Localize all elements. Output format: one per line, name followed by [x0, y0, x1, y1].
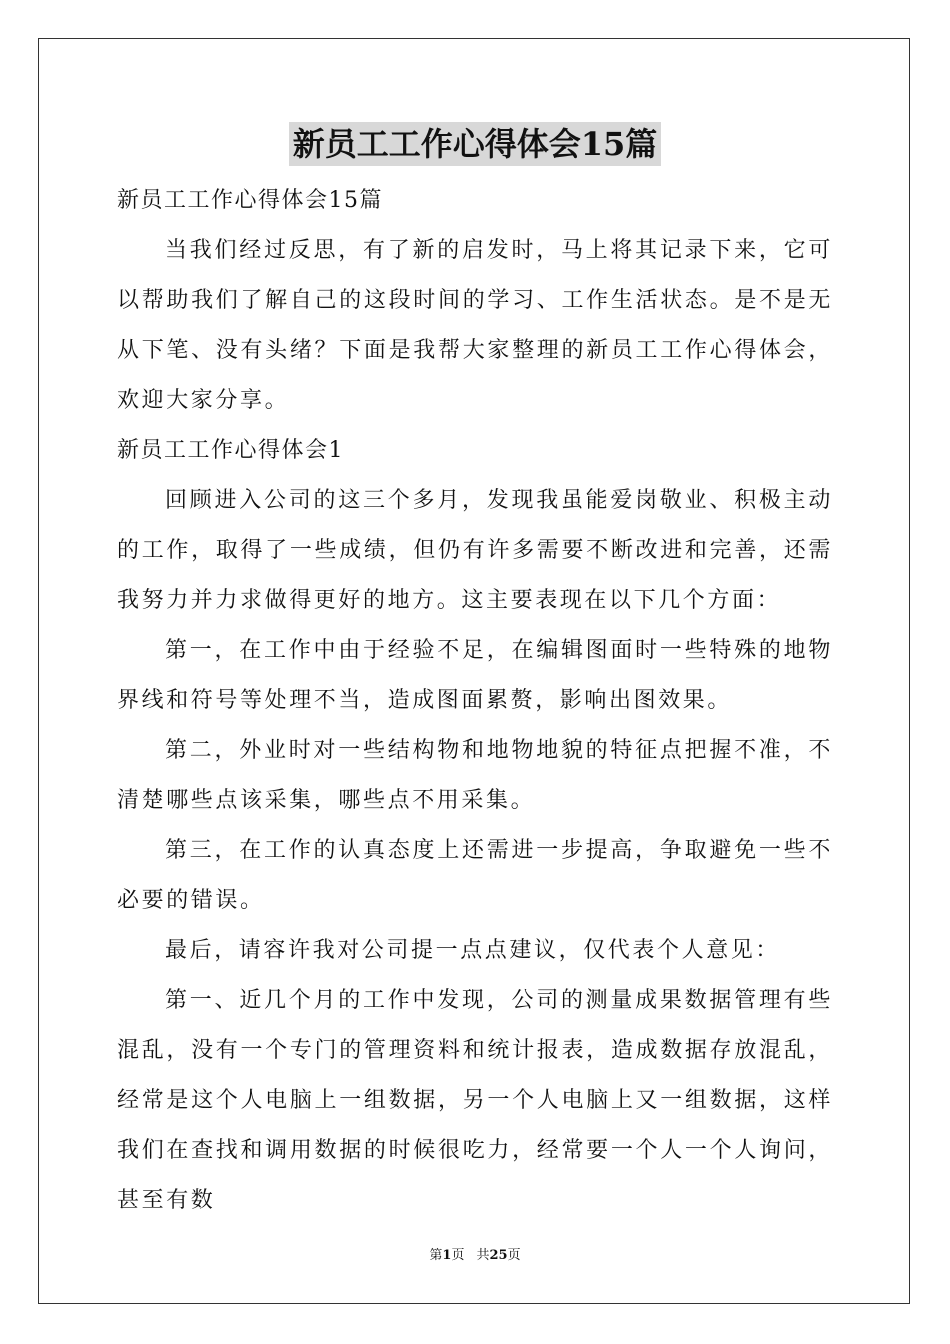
footer-total-suffix: 页: [507, 1248, 521, 1263]
body-paragraph-second: 第二，外业时对一些结构物和地物地貌的特征点把握不准，不清楚哪些点该采集，哪些点不用采集。: [117, 738, 833, 813]
footer-page-prefix: 第: [429, 1248, 443, 1263]
intro-paragraph: 当我们经过反思，有了新的启发时，马上将其记录下来，它可以帮助我们了解自己的这段时间的学习、工作生活状态。是不是无从下笔、没有头绪？下面是我帮大家整理的新员工工作心得体会，欢迎大家分享。: [117, 238, 833, 413]
body-paragraph-first: 第一，在工作中由于经验不足，在编辑图面时一些特殊的地物界线和符号等处理不当，造成图面累赘，影响出图效果。: [117, 638, 833, 713]
footer-page-current: 1: [442, 1248, 452, 1263]
body-paragraph-suggestion: 最后，请容许我对公司提一点点建议，仅代表个人意见：: [165, 938, 781, 963]
section-heading-1: 新员工工作心得体会1: [117, 438, 344, 463]
document-body: [117, 176, 833, 1226]
footer-page-total: 25: [489, 1248, 508, 1263]
footer-page-suffix: 页: [451, 1248, 465, 1263]
document-title: 新员工工作心得体会15篇: [289, 122, 662, 166]
body-paragraph-third: 第三，在工作的认真态度上还需进一步提高，争取避免一些不必要的错误。: [117, 838, 833, 913]
title-wrap: [0, 122, 950, 166]
footer-total-prefix: 共: [476, 1248, 490, 1263]
subtitle-line: 新员工工作心得体会15篇: [117, 188, 383, 213]
page-footer: [0, 1247, 950, 1265]
body-paragraph-suggestion-first: 第一、近几个月的工作中发现，公司的测量成果数据管理有些混乱，没有一个专门的管理资料和统计报表，造成数据存放混乱，经常是这个人电脑上一组数据，另一个人电脑上又一组数据，这样我们在查找和调用数据的时候很吃力，经常要一个人一个人询问，甚至有数: [117, 988, 833, 1213]
body-paragraph-review: 回顾进入公司的这三个多月，发现我虽能爱岗敬业、积极主动的工作，取得了一些成绩，但仍有许多需要不断改进和完善，还需我努力并力求做得更好的地方。这主要表现在以下几个方面：: [117, 488, 833, 613]
